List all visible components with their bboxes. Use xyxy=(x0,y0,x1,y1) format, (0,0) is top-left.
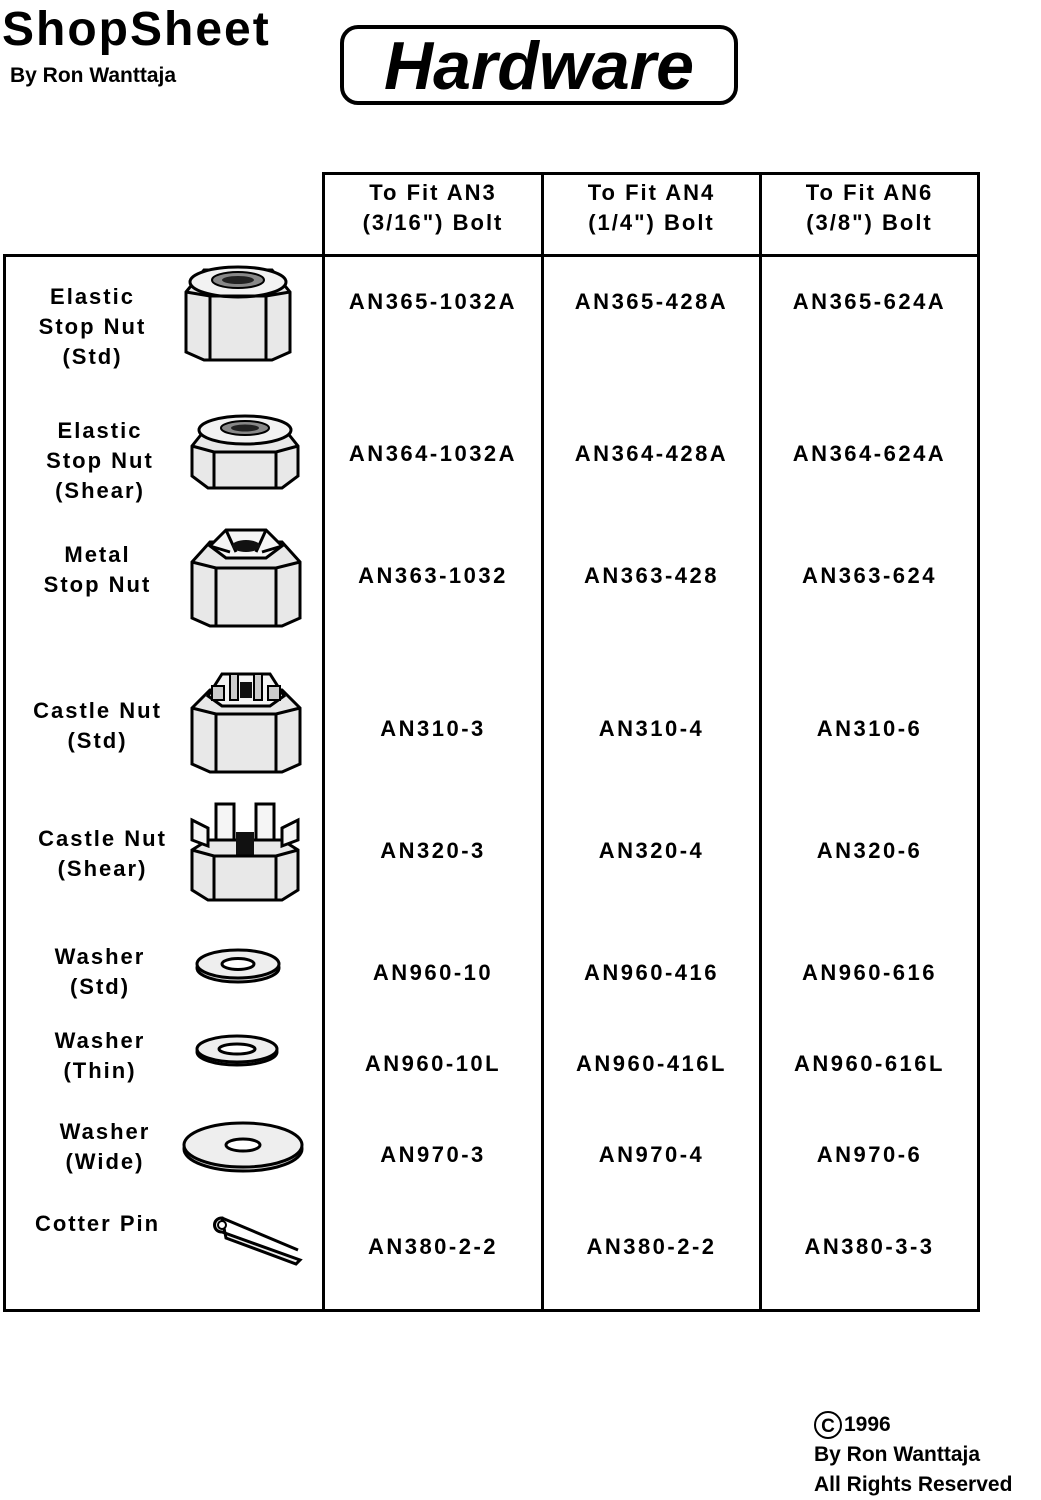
part-number-cell: AN960-616 xyxy=(801,960,937,985)
row-label-elastic-stop-nut-shear: Elastic Stop Nut (Shear) xyxy=(46,418,154,503)
part-number-cell: AN364-624A xyxy=(792,441,947,466)
copyright-author: By Ron Wanttaja xyxy=(814,1443,981,1466)
column-header-an6 xyxy=(762,178,977,238)
copyright-symbol: C xyxy=(814,1411,842,1439)
row-label-cotter-pin: Cotter Pin xyxy=(34,1211,161,1236)
row-label-elastic-stop-nut: Elastic Stop Nut (Std) xyxy=(38,284,147,369)
part-number-cell: AN364-428A xyxy=(574,441,729,466)
wide-washer-icon xyxy=(180,1115,306,1177)
column-header-an4 xyxy=(544,178,759,238)
part-number-cell: AN364-1032A xyxy=(348,441,518,466)
copyright-block xyxy=(814,1410,1012,1500)
part-number-cell: AN363-428 xyxy=(583,563,719,588)
part-number-cell: AN363-624 xyxy=(801,563,937,588)
column-divider-1 xyxy=(322,172,325,1312)
copyright-rights: All Rights Reserved xyxy=(814,1473,1013,1496)
table-right-border xyxy=(977,172,980,1312)
page-title-box xyxy=(340,25,738,105)
part-number-cell: AN960-10L xyxy=(364,1051,502,1076)
part-number-cell: AN970-4 xyxy=(598,1142,705,1167)
table-bottom-border xyxy=(3,1309,980,1312)
washer-icon xyxy=(193,944,283,986)
part-number-cell: AN380-3-3 xyxy=(804,1234,935,1259)
castle-nut-icon xyxy=(186,668,306,778)
column-header-line2: (1/4") Bolt xyxy=(588,210,715,235)
part-number-cell: AN320-6 xyxy=(816,838,923,863)
brand-title: ShopSheet xyxy=(2,3,271,56)
part-number-cell: AN310-4 xyxy=(598,716,705,741)
metal-stop-nut-icon xyxy=(186,522,306,632)
row-label-washer-wide: Washer (Wide) xyxy=(59,1119,151,1174)
copyright-line xyxy=(814,1410,1012,1440)
part-number-cell: AN310-3 xyxy=(380,716,486,741)
part-number-cell: AN320-3 xyxy=(380,838,486,863)
part-number-cell: AN380-2-2 xyxy=(367,1234,499,1259)
header-bottom-border xyxy=(3,254,980,257)
column-divider-2 xyxy=(541,172,544,1312)
part-number-cell: AN380-2-2 xyxy=(586,1234,717,1259)
part-number-cell: AN365-428A xyxy=(574,289,729,314)
column-header-an3 xyxy=(325,178,541,238)
part-number-cell: AN363-1032 xyxy=(358,563,508,588)
column-header-line1: To Fit AN6 xyxy=(805,180,934,205)
table-left-border xyxy=(3,254,6,1312)
cotter-pin-icon xyxy=(208,1210,306,1266)
part-number-cell: AN970-3 xyxy=(380,1142,486,1167)
castle-nut-shear-icon xyxy=(186,798,304,906)
row-label-washer-std: Washer (Std) xyxy=(54,944,146,999)
part-number-cell: AN365-1032A xyxy=(348,289,518,314)
part-number-cell: AN310-6 xyxy=(816,716,923,741)
column-divider-3 xyxy=(759,172,762,1312)
copyright-year: 1996 xyxy=(844,1413,891,1436)
part-number-cell: AN970-6 xyxy=(816,1142,923,1167)
part-number-cell: AN960-416L xyxy=(576,1051,727,1076)
elastic-stop-nut-shear-icon xyxy=(188,410,304,492)
thin-washer-icon xyxy=(193,1030,281,1070)
byline: By Ron Wanttaja xyxy=(10,64,177,87)
page-title: Hardware xyxy=(384,28,694,104)
part-number-cell: AN960-416 xyxy=(583,960,719,985)
column-header-line2: (3/16") Bolt xyxy=(362,210,504,235)
part-number-cell: AN960-10 xyxy=(372,960,494,985)
part-number-cell: AN320-4 xyxy=(598,838,705,863)
header-top-border xyxy=(322,172,980,175)
column-header-line1: To Fit AN3 xyxy=(369,180,497,205)
column-header-line2: (3/8") Bolt xyxy=(806,210,933,235)
elastic-stop-nut-icon xyxy=(180,262,296,364)
row-label-castle-nut-shear: Castle Nut (Shear) xyxy=(38,826,167,881)
row-label-metal-stop-nut: Metal Stop Nut xyxy=(43,542,152,597)
row-label-washer-thin: Washer (Thin) xyxy=(54,1028,146,1083)
column-header-line1: To Fit AN4 xyxy=(587,180,716,205)
part-number-cell: AN960-616L xyxy=(794,1051,945,1076)
row-label-castle-nut: Castle Nut (Std) xyxy=(33,698,162,753)
part-number-cell: AN365-624A xyxy=(792,289,947,314)
